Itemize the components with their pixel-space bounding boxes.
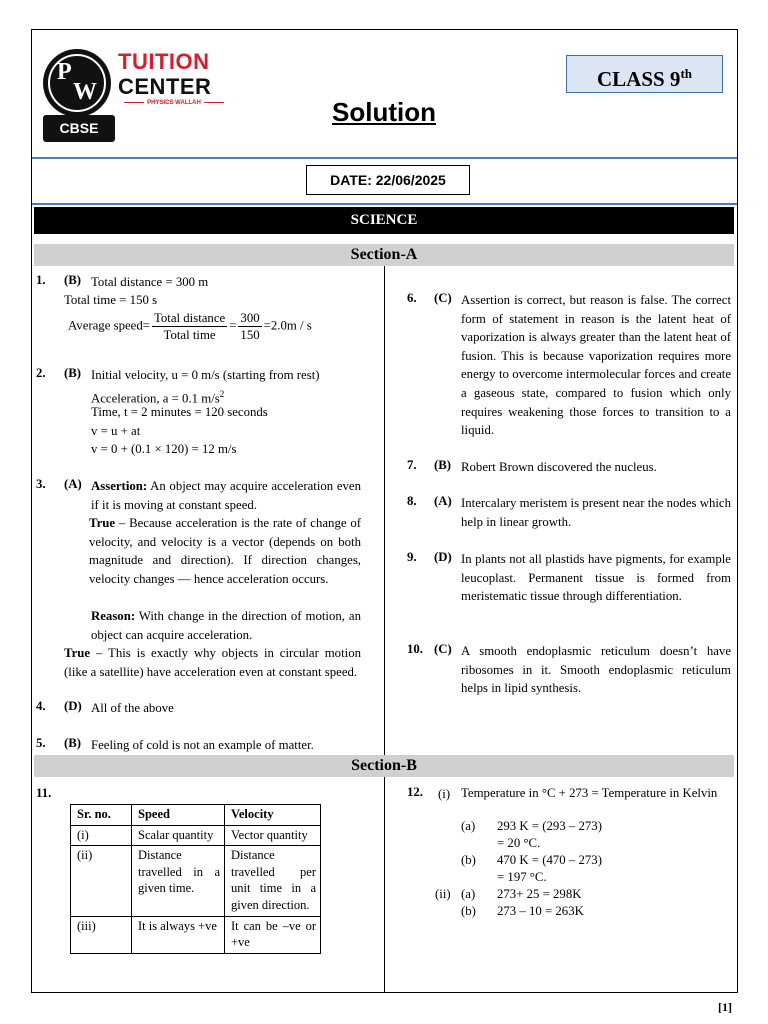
q12-b-label: (b): [461, 853, 476, 867]
page-title: Solution: [332, 97, 436, 127]
table-row: [71, 825, 321, 846]
q3-true1: True – Because acceleration is the rate of change of velocity, and velocity is a vector (depends on both magnitude and direction). If direction changes, velocity changes — hence acceleration occurs.: [89, 516, 361, 586]
brand-tagline: PHYSICS WALLAH: [120, 100, 228, 106]
q2-line1: Initial velocity, u = 0 m/s (starting from rest): [91, 368, 320, 382]
q5-number: 5.: [36, 736, 46, 750]
q2-line2: Acceleration, a = 0.1 $m/s^2$: [91, 389, 225, 406]
table-cell: It can be –ve or +ve: [225, 916, 321, 953]
q7-option: (B): [434, 458, 452, 472]
q6-number: 6.: [407, 291, 417, 305]
table-cell: Distance travelled per unit time in a given direction.: [225, 846, 321, 916]
q4-option: (D): [64, 699, 82, 713]
q9-text: In plants not all plastids have pigments, for example leucoplast. Permanent tissue is formed from meristematic tissue through differentiation.: [461, 552, 731, 604]
q3-reason: Reason: With change in the direction of motion, an object can acquire acceleration.: [91, 609, 361, 642]
table-header-cell: Speed: [132, 805, 225, 826]
q10-text: A smooth endoplasmic reticulum doesn’t have ribosomes in it. Smooth endoplasmic reticulum helps in lipid synthesis.: [461, 644, 731, 696]
q12-number: 12.: [407, 785, 423, 799]
q1-number: 1.: [36, 273, 46, 287]
q12-iia-label: (a): [461, 887, 476, 901]
q12-b-line1: 470 K = (470 – 273): [497, 853, 602, 867]
q12-a-label: (a): [461, 819, 476, 833]
table-cell: Distance travelled in a given time.: [132, 846, 225, 916]
q4-number: 4.: [36, 699, 46, 713]
section-b-header: Section-B: [34, 755, 734, 777]
q12-ii-label: (ii): [435, 887, 451, 901]
q4-text: All of the above: [91, 701, 174, 715]
q2-option: (B): [64, 366, 82, 380]
table-cell: (iii): [71, 916, 132, 953]
column-divider-a: [384, 266, 385, 755]
q1-line2: Total time = 150 s: [64, 293, 158, 307]
q9-number: 9.: [407, 550, 417, 564]
q7-text: Robert Brown discovered the nucleus.: [461, 460, 657, 474]
q6-option: (C): [434, 291, 452, 305]
brand-center: CENTER: [118, 74, 212, 99]
table-cell: It is always +ve: [132, 916, 225, 953]
table-header-cell: Sr. no.: [71, 805, 132, 826]
table-header-cell: Velocity: [225, 805, 321, 826]
table-cell: Vector quantity: [225, 825, 321, 846]
logo-letter-p: P: [57, 59, 72, 85]
q1-formula: Average speed= $\frac{\text{Total distance}}{\text{Total time}}$ = $\frac{300}{150}$ =2.0m / s: [68, 311, 312, 342]
q1-line1: Total distance = 300 m: [91, 275, 209, 289]
q12-iib-label: (b): [461, 904, 476, 918]
q8-number: 8.: [407, 494, 417, 508]
q12-b-line2: = 197 °C.: [497, 870, 547, 884]
q12-iia-text: 273+ 25 = 298K: [497, 887, 582, 901]
q3-number: 3.: [36, 477, 46, 491]
speed-velocity-table: [70, 804, 321, 954]
q3-option: (A): [64, 477, 82, 491]
q7-number: 7.: [407, 458, 417, 472]
q2-line4: v = u + at: [91, 424, 141, 438]
brand-tuition: TUITION: [118, 49, 210, 74]
q12-i-text: Temperature in °C + 273 = Temperature in Kelvin: [461, 786, 718, 800]
subject-bar: SCIENCE: [34, 207, 734, 234]
header-divider: [32, 157, 737, 159]
table-cell: (i): [71, 825, 132, 846]
table-cell: Scalar quantity: [132, 825, 225, 846]
q10-option: (C): [434, 642, 452, 656]
q3-true2: True – This is exactly why objects in circular motion (like a satellite) have acceleration even at constant speed.: [64, 646, 361, 679]
q2-line3: Time, t = 2 minutes = 120 seconds: [91, 405, 268, 419]
column-divider-b: [384, 777, 385, 992]
q10-number: 10.: [407, 642, 423, 656]
table-row: [71, 846, 321, 916]
class-badge: CLASS 9th: [566, 55, 723, 93]
q2-number: 2.: [36, 366, 46, 380]
q3-assertion: Assertion: An object may acquire acceleration even if it is moving at constant speed.: [91, 479, 361, 512]
table-cell: (ii): [71, 846, 132, 916]
q11-number: 11.: [36, 786, 52, 800]
page-number: [1]: [718, 1000, 732, 1014]
q5-option: (B): [64, 736, 82, 750]
board-badge: CBSE: [43, 115, 115, 142]
section-a-header: Section-A: [34, 244, 734, 266]
date-box: DATE: 22/06/2025: [306, 165, 470, 195]
q9-option: (D): [434, 550, 452, 564]
q8-text: Intercalary meristem is present near the nodes which help in linear growth.: [461, 496, 731, 529]
q1-option: (B): [64, 273, 82, 287]
table-header-row: [71, 805, 321, 826]
q8-option: (A): [434, 494, 452, 508]
q5-text: Feeling of cold is not an example of matter.: [91, 738, 314, 752]
date-divider: [32, 203, 737, 205]
q12-iib-text: 273 – 10 = 263K: [497, 904, 584, 918]
q12-i-label: (i): [438, 787, 451, 801]
q12-a-line2: = 20 °C.: [497, 836, 541, 850]
logo-letter-w: W: [73, 79, 97, 105]
q12-a-line1: 293 K = (293 – 273): [497, 819, 602, 833]
q2-line5: v = 0 + (0.1 × 120) = 12 m/s: [91, 442, 237, 456]
table-row: [71, 916, 321, 953]
q6-text: Assertion is correct, but reason is false. The correct form of statement in reason is the latent heat of vaporization is always greater than the latent heat of fusion. This is because vaporization requires more energy to overcome intermolecular forces and create a gaseous state, compared to fusion which only requires weakening those forces to transition to a liquid.: [461, 293, 731, 438]
